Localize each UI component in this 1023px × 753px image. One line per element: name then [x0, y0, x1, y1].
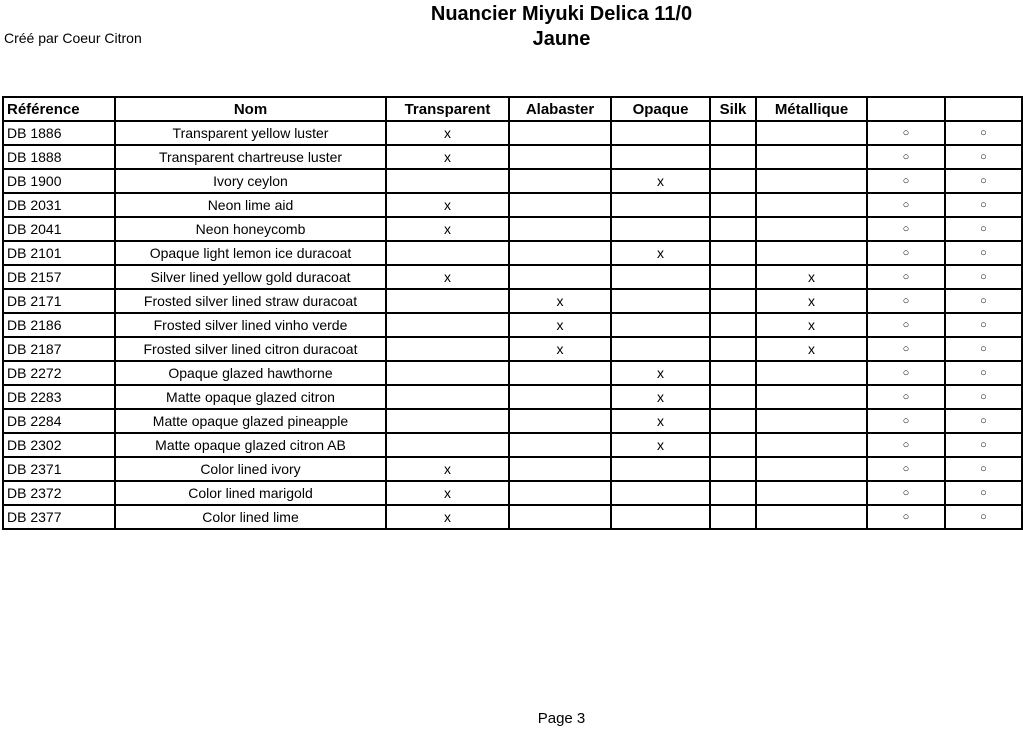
alabaster-mark-cell — [509, 265, 611, 289]
metallique-mark-cell: x — [756, 289, 867, 313]
name-cell: Matte opaque glazed citron AB — [115, 433, 386, 457]
opaque-mark-cell — [611, 217, 710, 241]
opaque-mark-cell: x — [611, 409, 710, 433]
circle-cell-2: ○ — [945, 433, 1022, 457]
silk-mark-cell — [710, 217, 756, 241]
circle-cell-1: ○ — [867, 265, 945, 289]
header-opaque: Opaque — [611, 97, 710, 121]
circle-cell-2: ○ — [945, 313, 1022, 337]
table-row — [3, 337, 1022, 361]
silk-mark-cell — [710, 313, 756, 337]
table-row — [3, 289, 1022, 313]
metallique-mark-cell — [756, 241, 867, 265]
circle-cell-2: ○ — [945, 241, 1022, 265]
silk-mark-cell — [710, 361, 756, 385]
table-row — [3, 481, 1022, 505]
name-cell: Matte opaque glazed citron — [115, 385, 386, 409]
table-row — [3, 121, 1022, 145]
reference-cell: DB 2284 — [3, 409, 115, 433]
metallique-mark-cell — [756, 121, 867, 145]
circle-cell-2: ○ — [945, 361, 1022, 385]
name-cell: Silver lined yellow gold duracoat — [115, 265, 386, 289]
alabaster-mark-cell — [509, 241, 611, 265]
alabaster-mark-cell — [509, 121, 611, 145]
header-alabaster: Alabaster — [509, 97, 611, 121]
metallique-mark-cell — [756, 385, 867, 409]
circle-cell-1: ○ — [867, 337, 945, 361]
transparent-mark-cell — [386, 385, 509, 409]
circle-cell-2: ○ — [945, 145, 1022, 169]
table-row — [3, 241, 1022, 265]
circle-cell-1: ○ — [867, 217, 945, 241]
circle-cell-2: ○ — [945, 505, 1022, 529]
reference-cell: DB 1888 — [3, 145, 115, 169]
silk-mark-cell — [710, 121, 756, 145]
alabaster-mark-cell — [509, 193, 611, 217]
alabaster-mark-cell: x — [509, 313, 611, 337]
transparent-mark-cell — [386, 361, 509, 385]
bead-color-table — [2, 96, 1023, 530]
table-row — [3, 409, 1022, 433]
alabaster-mark-cell — [509, 481, 611, 505]
transparent-mark-cell — [386, 169, 509, 193]
reference-cell: DB 1886 — [3, 121, 115, 145]
circle-cell-1: ○ — [867, 193, 945, 217]
circle-cell-1: ○ — [867, 481, 945, 505]
circle-cell-1: ○ — [867, 289, 945, 313]
metallique-mark-cell — [756, 145, 867, 169]
opaque-mark-cell — [611, 145, 710, 169]
opaque-mark-cell: x — [611, 361, 710, 385]
header-nom: Nom — [115, 97, 386, 121]
reference-cell: DB 1900 — [3, 169, 115, 193]
opaque-mark-cell — [611, 337, 710, 361]
opaque-mark-cell — [611, 457, 710, 481]
table-body — [3, 121, 1022, 529]
circle-cell-1: ○ — [867, 505, 945, 529]
alabaster-mark-cell: x — [509, 337, 611, 361]
alabaster-mark-cell — [509, 409, 611, 433]
name-cell: Frosted silver lined straw duracoat — [115, 289, 386, 313]
credit-text: Créé par Coeur Citron — [4, 30, 142, 46]
circle-cell-1: ○ — [867, 385, 945, 409]
name-cell: Matte opaque glazed pineapple — [115, 409, 386, 433]
name-cell: Neon lime aid — [115, 193, 386, 217]
circle-cell-2: ○ — [945, 457, 1022, 481]
transparent-mark-cell: x — [386, 145, 509, 169]
table-row — [3, 169, 1022, 193]
transparent-mark-cell: x — [386, 217, 509, 241]
name-cell: Neon honeycomb — [115, 217, 386, 241]
metallique-mark-cell — [756, 457, 867, 481]
circle-cell-1: ○ — [867, 433, 945, 457]
circle-cell-1: ○ — [867, 145, 945, 169]
opaque-mark-cell — [611, 289, 710, 313]
table-row — [3, 145, 1022, 169]
header-silk: Silk — [710, 97, 756, 121]
alabaster-mark-cell — [509, 457, 611, 481]
metallique-mark-cell — [756, 361, 867, 385]
reference-cell: DB 2187 — [3, 337, 115, 361]
circle-cell-2: ○ — [945, 337, 1022, 361]
alabaster-mark-cell — [509, 217, 611, 241]
silk-mark-cell — [710, 457, 756, 481]
header-blank-2 — [945, 97, 1022, 121]
silk-mark-cell — [710, 433, 756, 457]
metallique-mark-cell: x — [756, 313, 867, 337]
name-cell: Opaque glazed hawthorne — [115, 361, 386, 385]
table-row — [3, 193, 1022, 217]
reference-cell: DB 2031 — [3, 193, 115, 217]
reference-cell: DB 2377 — [3, 505, 115, 529]
metallique-mark-cell — [756, 193, 867, 217]
table-row — [3, 361, 1022, 385]
transparent-mark-cell: x — [386, 505, 509, 529]
silk-mark-cell — [710, 265, 756, 289]
silk-mark-cell — [710, 145, 756, 169]
table-row — [3, 313, 1022, 337]
opaque-mark-cell — [611, 505, 710, 529]
metallique-mark-cell: x — [756, 265, 867, 289]
name-cell: Color lined lime — [115, 505, 386, 529]
circle-cell-2: ○ — [945, 121, 1022, 145]
silk-mark-cell — [710, 337, 756, 361]
circle-cell-1: ○ — [867, 313, 945, 337]
transparent-mark-cell: x — [386, 121, 509, 145]
header-transparent: Transparent — [386, 97, 509, 121]
opaque-mark-cell — [611, 193, 710, 217]
metallique-mark-cell — [756, 505, 867, 529]
circle-cell-2: ○ — [945, 409, 1022, 433]
silk-mark-cell — [710, 193, 756, 217]
reference-cell: DB 2371 — [3, 457, 115, 481]
circle-cell-1: ○ — [867, 457, 945, 481]
reference-cell: DB 2302 — [3, 433, 115, 457]
reference-cell: DB 2372 — [3, 481, 115, 505]
transparent-mark-cell: x — [386, 265, 509, 289]
silk-mark-cell — [710, 385, 756, 409]
reference-cell: DB 2157 — [3, 265, 115, 289]
opaque-mark-cell — [611, 121, 710, 145]
header-reference: Référence — [3, 97, 115, 121]
name-cell: Frosted silver lined citron duracoat — [115, 337, 386, 361]
circle-cell-2: ○ — [945, 265, 1022, 289]
silk-mark-cell — [710, 505, 756, 529]
metallique-mark-cell — [756, 217, 867, 241]
name-cell: Color lined ivory — [115, 457, 386, 481]
metallique-mark-cell — [756, 169, 867, 193]
reference-cell: DB 2186 — [3, 313, 115, 337]
name-cell: Ivory ceylon — [115, 169, 386, 193]
alabaster-mark-cell — [509, 385, 611, 409]
alabaster-mark-cell — [509, 169, 611, 193]
table-row — [3, 505, 1022, 529]
reference-cell: DB 2272 — [3, 361, 115, 385]
circle-cell-2: ○ — [945, 481, 1022, 505]
reference-cell: DB 2101 — [3, 241, 115, 265]
title-block — [100, 2, 1023, 52]
circle-cell-1: ○ — [867, 409, 945, 433]
silk-mark-cell — [710, 409, 756, 433]
circle-cell-2: ○ — [945, 169, 1022, 193]
metallique-mark-cell: x — [756, 337, 867, 361]
transparent-mark-cell — [386, 433, 509, 457]
table-header-row — [3, 97, 1022, 121]
opaque-mark-cell: x — [611, 169, 710, 193]
page-number: Page 3 — [537, 710, 586, 727]
reference-cell: DB 2041 — [3, 217, 115, 241]
reference-cell: DB 2171 — [3, 289, 115, 313]
silk-mark-cell — [710, 481, 756, 505]
metallique-mark-cell — [756, 481, 867, 505]
silk-mark-cell — [710, 241, 756, 265]
table-row — [3, 385, 1022, 409]
opaque-mark-cell: x — [611, 241, 710, 265]
name-cell: Opaque light lemon ice duracoat — [115, 241, 386, 265]
alabaster-mark-cell: x — [509, 289, 611, 313]
transparent-mark-cell: x — [386, 457, 509, 481]
circle-cell-2: ○ — [945, 385, 1022, 409]
opaque-mark-cell — [611, 481, 710, 505]
name-cell: Frosted silver lined vinho verde — [115, 313, 386, 337]
circle-cell-1: ○ — [867, 361, 945, 385]
circle-cell-2: ○ — [945, 217, 1022, 241]
table-row — [3, 217, 1022, 241]
metallique-mark-cell — [756, 433, 867, 457]
table-row — [3, 265, 1022, 289]
circle-cell-1: ○ — [867, 121, 945, 145]
alabaster-mark-cell — [509, 145, 611, 169]
circle-cell-1: ○ — [867, 169, 945, 193]
transparent-mark-cell: x — [386, 481, 509, 505]
alabaster-mark-cell — [509, 361, 611, 385]
transparent-mark-cell — [386, 337, 509, 361]
opaque-mark-cell: x — [611, 433, 710, 457]
header-metallique: Métallique — [756, 97, 867, 121]
opaque-mark-cell — [611, 265, 710, 289]
transparent-mark-cell — [386, 313, 509, 337]
reference-cell: DB 2283 — [3, 385, 115, 409]
alabaster-mark-cell — [509, 433, 611, 457]
table-row — [3, 433, 1022, 457]
name-cell: Color lined marigold — [115, 481, 386, 505]
header-blank-1 — [867, 97, 945, 121]
transparent-mark-cell — [386, 409, 509, 433]
metallique-mark-cell — [756, 409, 867, 433]
name-cell: Transparent yellow luster — [115, 121, 386, 145]
circle-cell-2: ○ — [945, 193, 1022, 217]
transparent-mark-cell — [386, 241, 509, 265]
circle-cell-1: ○ — [867, 241, 945, 265]
page-subtitle: Jaune — [532, 28, 591, 50]
transparent-mark-cell — [386, 289, 509, 313]
silk-mark-cell — [710, 169, 756, 193]
circle-cell-2: ○ — [945, 289, 1022, 313]
silk-mark-cell — [710, 289, 756, 313]
table-row — [3, 457, 1022, 481]
transparent-mark-cell: x — [386, 193, 509, 217]
page-title: Nuancier Miyuki Delica 11/0 — [430, 3, 693, 25]
opaque-mark-cell — [611, 313, 710, 337]
name-cell: Transparent chartreuse luster — [115, 145, 386, 169]
opaque-mark-cell: x — [611, 385, 710, 409]
alabaster-mark-cell — [509, 505, 611, 529]
